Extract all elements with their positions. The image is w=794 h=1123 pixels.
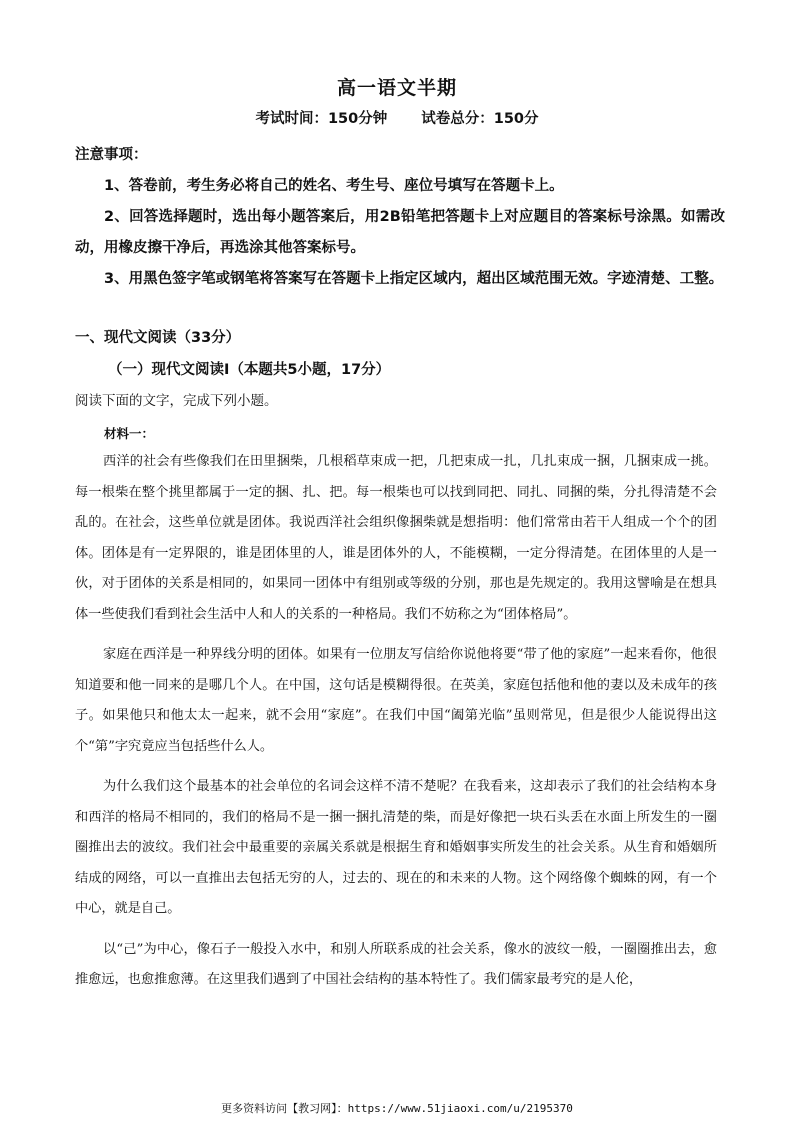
note-item-1: 1、答卷前，考生务必将自己的姓名、考生号、座位号填写在答题卡上。 [104,178,564,194]
passage-paragraph-4: 以“己”为中心，像石子一般投入水中，和别人所联系成的社会关系，像水的波纹一般，一圈圈推出去，愈推愈远，也愈推愈薄。在这里我们遇到了中国社会结构的基本特性了。我们儒家最考究的是人伦， [75,941,717,987]
footer-link[interactable]: 更多资料访问【教习网】：https://www.51jiaoxi.com/u/2195370 [221,1102,573,1115]
note-item-2: 2、回答选择题时，选出每小题答案后，用2B铅笔把答题卡上对应题目的答案标号涂黑。如需改动，用橡皮擦干净后，再选涂其他答案标号。 [75,209,725,256]
note-item-3: 3、用黑色签字笔或钢笔将答案写在答题卡上指定区域内，超出区域范围无效。字迹清楚、工整。 [104,271,724,287]
passage-paragraph-1: 西洋的社会有些像我们在田里捆柴，几根稻草束成一把，几把束成一扎，几扎束成一捆，几捆束成一挑。每一根柴在整个挑里都属于一定的捆、扎、把。每一根柴也可以找到同把、同扎、同捆的柴，分扎得清楚不会乱的。在社会，这些单位就是团体。我说西洋社会组织像捆柴就是想指明：他们常常由若干人组成一个个的团体。团体是有一定界限的，谁是团体里的人，谁是团体外的人，不能模糊，一定分得清楚。在团体里的人是一伙，对于团体的关系是相同的，如果同一团体中有组别或等级的分别，那也是先规定的。我用这譬喻是在想具体一些使我们看到社会生活中人和人的关系的一种格局。我们不妨称之为“团体格局”。 [75,454,717,622]
passage-paragraph-2: 家庭在西洋是一种界线分明的团体。如果有一位朋友写信给你说他将要“带了他的家庭”一起来看你，他很知道要和他一同来的是哪几个人。在中国，这句话是模糊得很。在英美，家庭包括他和他的妻以及未成年的孩子。如果他只和他太太一起来，就不会用“家庭”。在我们中国“阖第光临”虽则常见，但是很少人能说得出这个“第”字究竟应当包括些什么人。 [75,647,717,754]
section-subtitle: （一）现代文阅读Ⅰ（本题共5小题，17分） [108,362,391,378]
section-title: 一、现代文阅读（33分） [75,330,241,346]
material-label: 材料一： [104,426,155,441]
exam-time: 考试时间：150分钟 [255,111,388,127]
exam-title: 高一语文半期 [336,77,457,99]
notes-block [75,140,725,295]
reading-passage [75,447,717,1006]
exam-total-score: 试卷总分：150分 [421,111,539,127]
exam-info [0,107,794,128]
notes-heading: 注意事项： [75,147,148,163]
reading-instruction: 阅读下面的文字，完成下列小题。 [75,393,278,409]
passage-paragraph-3: 为什么我们这个最基本的社会单位的名词会这样不清不楚呢？在我看来，这却表示了我们的社会结构本身和西洋的格局不相同的，我们的格局不是一捆一捆扎清楚的柴，而是好像把一块石头丢在水面上所发生的一圈圈推出去的波纹。我们社会中最重要的亲属关系就是根据生育和婚姻事实所发生的社会关系。从生育和婚姻所结成的网络，可以一直推出去包括无穷的人，过去的、现在的和未来的人物。这个网络像个蜘蛛的网，有一个中心，就是自己。 [75,779,717,916]
